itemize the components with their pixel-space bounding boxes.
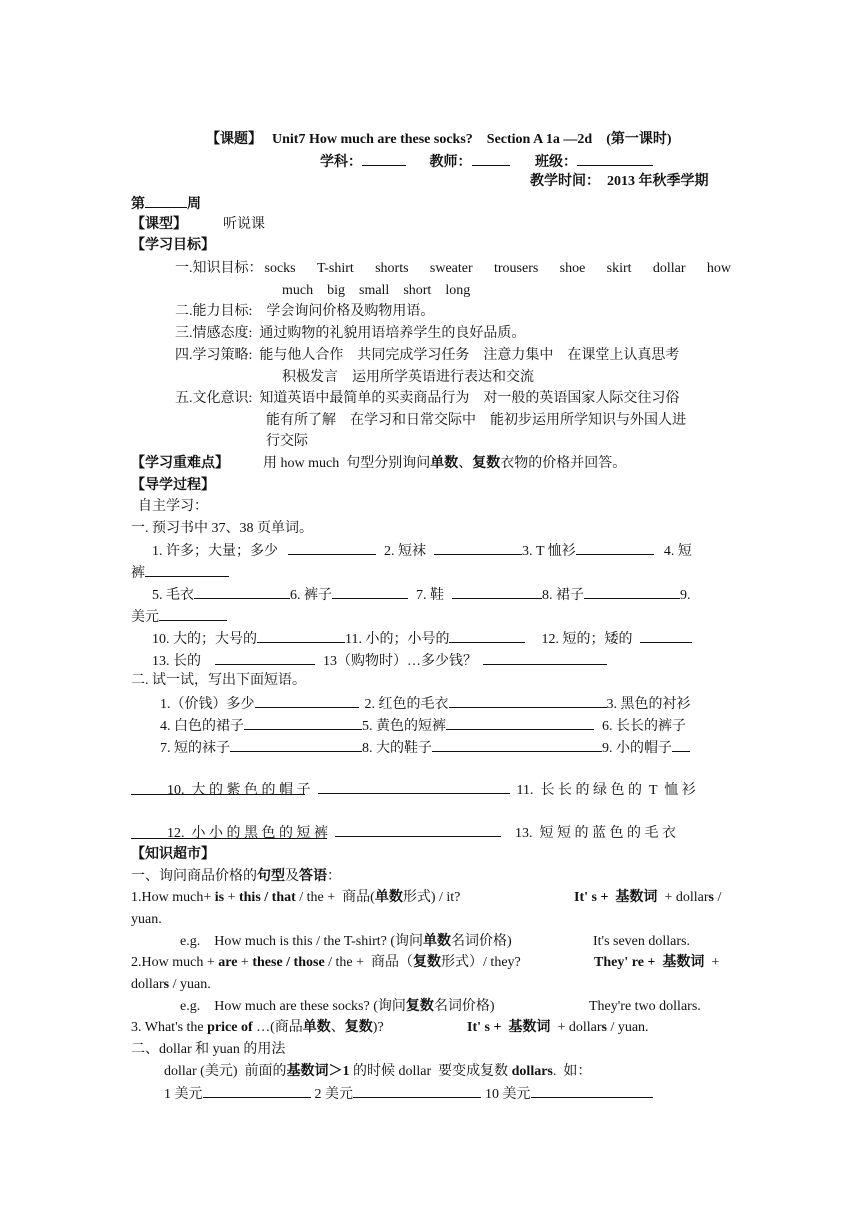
answer-blank[interactable] [332, 584, 408, 599]
week-line: 第 周 [131, 193, 201, 215]
pattern-plural: 2.How much + are + these / those / the + 商品（复数形式）/ they? [131, 955, 521, 970]
part2-row2: 4. 白色的裙子 5. 黄色的短裤 6. 长长的裤子 [160, 715, 686, 737]
knowledge-section2: 二、dollar 和 yuan 的用法 [131, 1042, 286, 1057]
answer-blank[interactable] [531, 1083, 653, 1098]
class-blank[interactable] [577, 151, 653, 166]
pattern-plural-wrap: dollars / yuan. [131, 977, 211, 992]
answer-blank[interactable] [194, 584, 290, 599]
teaching-time: 教学时间： 2013 年秋季学期 [530, 174, 709, 189]
answer-blank[interactable] [584, 584, 680, 599]
answer-blank[interactable] [576, 540, 654, 555]
goal-culture: 五.文化意识: 知道英语中最简单的买卖商品行为 对一般的英语国家人际交往习俗 [175, 391, 680, 406]
goal-strategy-2: 积极发言 运用所学英语进行表达和交流 [282, 370, 534, 385]
goal-knowledge-words: socks T-shirt shorts sweater trousers shoe skirt dollar how [264, 261, 731, 276]
part2-row4: 10. 大 的 紫 色 的 帽 子 11. 长 长 的 绿 色 的 T 恤 衫 [160, 759, 696, 801]
answer-blank[interactable] [318, 779, 510, 794]
goal-knowledge-words-2: much big small short long [282, 283, 471, 298]
goal-emotion: 三.情感态度: 通过购物的礼貌用语培养学生的良好品质。 [175, 326, 526, 341]
answer-blank[interactable] [672, 737, 690, 752]
pattern-singular: 1.How much+ is + this / that / the + 商品(单数形式) / it? [131, 890, 461, 905]
answer-blank[interactable] [449, 693, 607, 708]
answer-blank[interactable] [288, 540, 376, 555]
key-points: 【学习重难点】 用 how much 句型分别询问单数、复数衣物的价格并回答。 [131, 456, 627, 471]
subject-teacher-class-line: 学科： 教师： 班级： [320, 151, 653, 173]
answer-singular: It' s + 基数词 + dollars / [574, 890, 722, 905]
goal-knowledge: 一.知识目标： socks T-shirt shorts sweater trousers shoe skirt dollar how [175, 259, 731, 279]
lesson-title: 【课题】 Unit7 How much are these socks? Section A 1a —2d (第一课时) [206, 132, 672, 147]
pattern-price-of: 3. What's the price of …(商品单数、复数)? [131, 1020, 384, 1035]
answer-blank[interactable] [131, 780, 305, 795]
answer-blank[interactable] [131, 824, 327, 839]
answer-blank[interactable] [434, 540, 522, 555]
answer-price-of: It' s + 基数词 + dollars / yuan. [467, 1020, 649, 1035]
part2-title: 二. 试一试，写出下面短语。 [131, 673, 306, 688]
example-singular: e.g. How much is this / the T-shirt? (询问单数名词价格) [180, 934, 512, 949]
example-plural: e.g. How much are these socks? (询问复数名词价格) [180, 999, 495, 1014]
goal-ability: 二.能力目标: 学会询问价格及购物用语。 [175, 304, 435, 319]
part1-row4: 13. 长的 13（购物时）…多少钱？ [152, 650, 607, 672]
answer-blank[interactable] [159, 606, 227, 621]
part1-row3: 10. 大的；大号的 11. 小的；小号的 12. 短的；矮的 [152, 628, 692, 650]
answer-blank[interactable] [255, 693, 359, 708]
answer-blank[interactable] [432, 737, 602, 752]
answer-blank[interactable] [215, 650, 315, 665]
answer-blank[interactable] [257, 628, 345, 643]
part1-title: 一. 预习书中 37、38 页单词。 [131, 521, 313, 536]
example-plural-answer: They're two dollars. [589, 999, 701, 1014]
answer-blank[interactable] [640, 628, 692, 643]
part2-row1: 1.（价钱）多少 2. 红色的毛衣 3. 黑色的衬衫 [160, 693, 691, 715]
goal-strategy: 四.学习策略: 能与他人合作 共同完成学习任务 注意力集中 在课堂上认真思考 [175, 348, 680, 363]
answer-blank[interactable] [483, 650, 607, 665]
goal-culture-2: 能有所了解 在学习和日常交际中 能初步运用所学知识与外国人进 [266, 413, 686, 428]
part1-row1-wrap: 裤 [131, 562, 229, 584]
lesson-type: 【课型】 听说课 [131, 217, 265, 232]
answer-blank[interactable] [446, 715, 594, 730]
part2-row5: 12. 小 小 的 黑 色 的 短 裤 13. 短 短 的 蓝 色 的 毛 衣 [160, 802, 676, 844]
goal-culture-3: 行交际 [266, 434, 308, 449]
part1-row2-wrap: 美元 [131, 606, 227, 628]
answer-blank[interactable] [244, 715, 362, 730]
goals-heading: 【学习目标】 [131, 238, 215, 253]
part1-row2: 5. 毛衣 6. 裤子 7. 鞋 8. 裙子 9. [152, 584, 691, 606]
process-heading: 【导学过程】 [131, 478, 215, 493]
part2-row3: 7. 短的袜子 8. 大的鞋子 9. 小的帽子 [160, 737, 690, 759]
answer-blank[interactable] [452, 584, 542, 599]
example-singular-answer: It's seven dollars. [593, 934, 691, 949]
knowledge-heading: 【知识超市】 [131, 847, 215, 862]
answer-blank[interactable] [203, 1083, 311, 1098]
part1-row1: 1. 许多；大量；多少 2. 短袜 3. T 恤衫 4. 短 [152, 540, 692, 562]
answer-blank[interactable] [353, 1083, 481, 1098]
self-study-heading: 自主学习： [138, 499, 208, 514]
answer-blank[interactable] [449, 628, 525, 643]
week-blank[interactable] [145, 193, 187, 208]
answer-plural: They' re + 基数词 + [594, 955, 720, 970]
pattern-singular-wrap: yuan. [131, 912, 162, 927]
answer-blank[interactable] [230, 737, 362, 752]
subject-blank[interactable] [362, 151, 406, 166]
dollar-exercise: 1 美元 2 美元 10 美元 [164, 1083, 653, 1105]
answer-blank[interactable] [335, 822, 501, 837]
teacher-blank[interactable] [472, 151, 510, 166]
dollar-rule: dollar (美元) 前面的基数词＞1 的时候 dollar 要变成复数 dollars. 如： [164, 1064, 592, 1079]
answer-blank[interactable] [145, 562, 229, 577]
knowledge-section1: 一、询问商品价格的句型及答语： [131, 869, 341, 884]
